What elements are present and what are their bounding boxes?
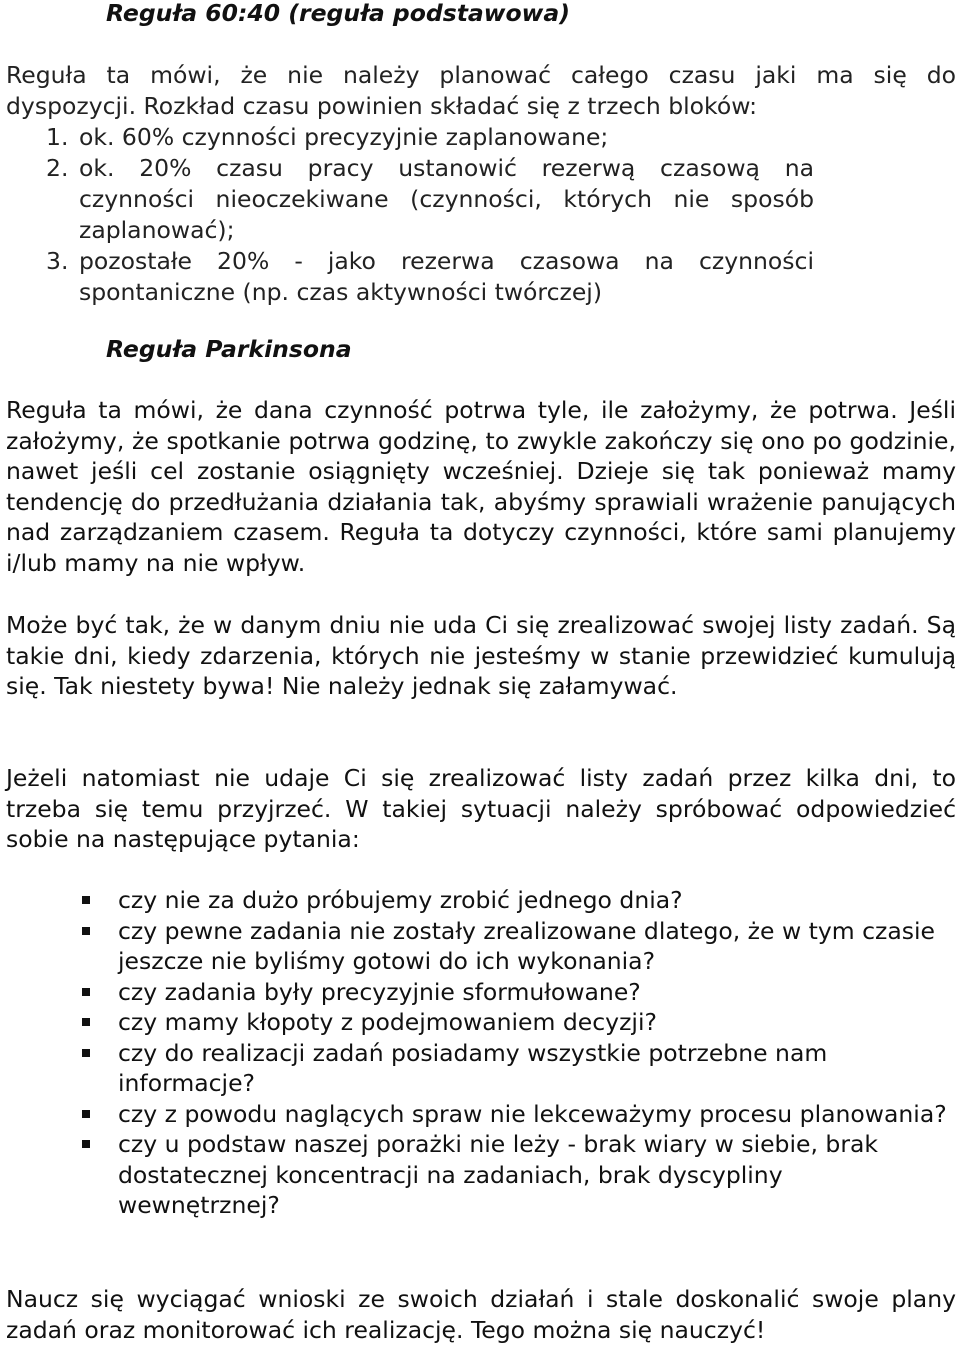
square-bullet-icon bbox=[82, 988, 90, 996]
intro-line-2: dyspozycji. Rozkład czasu powinien składać się z trzech bloków: bbox=[6, 92, 758, 120]
list-item bbox=[6, 1129, 956, 1221]
list-item bbox=[6, 885, 956, 916]
list-item bbox=[6, 977, 956, 1008]
paragraph-parkinson: Reguła ta mówi, że dana czynność potrwa tyle, ile założymy, że potrwa. Jeśli założymy, że spotkanie potrwa godzinę, to zwykle zakończy się ono po godzinie, nawet jeśli cel zostanie osiągnięty wcześniej. Dzieje się tak ponieważ mamy tendencję do przedłużania działania tak, abyśmy sprawiali wrażenie panujących nad zarządzaniem czasem. Reguła ta dotyczy czynności, które sami planujemy i/lub mamy na nie wpływ. bbox=[6, 396, 956, 577]
square-bullet-icon bbox=[82, 1110, 90, 1118]
square-bullet-icon bbox=[82, 1049, 90, 1057]
rule-list bbox=[6, 122, 956, 308]
question-list bbox=[6, 885, 956, 1221]
square-bullet-icon bbox=[82, 1140, 90, 1148]
question-text: czy u podstaw naszej porażki nie leży - brak wiary w siebie, brak dostatecznej koncentracji na zadaniach, brak dyscypliny wewnętrznej? bbox=[118, 1130, 878, 1219]
heading-rule-60-40: Reguła 60:40 (reguła podstawowa) bbox=[106, 0, 570, 27]
question-text: czy z powodu naglących spraw nie lekceważymy procesu planowania? bbox=[118, 1099, 947, 1128]
list-item bbox=[6, 1007, 956, 1038]
question-text: czy zadania były precyzyjnie sformułowane? bbox=[118, 977, 641, 1006]
heading-parkinson-rule: Reguła Parkinsona bbox=[106, 335, 352, 363]
question-text: czy do realizacji zadań posiadamy wszystkie potrzebne nam informacje? bbox=[118, 1038, 828, 1097]
list-item bbox=[6, 153, 814, 246]
question-text: czy nie za dużo próbujemy zrobić jednego dnia? bbox=[118, 886, 683, 914]
square-bullet-icon bbox=[82, 896, 90, 904]
paragraph-conclusion: Naucz się wyciągać wnioski ze swoich działań i stale doskonalić swoje plany zadań oraz monitorować ich realizację. Tego można się nauczyć! bbox=[6, 1285, 956, 1344]
list-number: 1. bbox=[46, 123, 69, 151]
list-number: 2. bbox=[46, 154, 69, 182]
paragraph-unfinished-tasks: Może być tak, że w danym dniu nie uda Ci się zrealizować swojej listy zadań. Są takie dni, kiedy zdarzenia, których nie jesteśmy w stanie przewidzieć kumulują się. Tak niestety bywa! Nie należy jednak się załamywać. bbox=[6, 611, 956, 700]
list-item-text: pozostałe 20% - jako rezerwa czasowa na czynności spontaniczne (np. czas aktywności twórczej) bbox=[79, 247, 814, 306]
question-text: czy mamy kłopoty z podejmowaniem decyzji? bbox=[118, 1008, 657, 1036]
list-item-text: ok. 60% czynności precyzyjnie zaplanowane; bbox=[79, 123, 609, 151]
question-text: czy pewne zadania nie zostały zrealizowane dlatego, że w tym czasie jeszcze nie byliśmy gotowi do ich wykonania? bbox=[118, 916, 936, 975]
section-60-40 bbox=[6, 60, 956, 308]
list-item bbox=[6, 246, 814, 308]
list-item bbox=[6, 1099, 956, 1130]
list-item-text: ok. 20% czasu pracy ustanowić rezerwą czasową na czynności nieoczekiwane (czynności, których nie sposób zaplanować); bbox=[79, 154, 814, 244]
square-bullet-icon bbox=[82, 927, 90, 935]
list-item bbox=[6, 916, 956, 977]
intro-line-1: Reguła ta mówi, że nie należy planować całego czasu jaki ma się do bbox=[6, 61, 956, 89]
square-bullet-icon bbox=[82, 1018, 90, 1026]
list-item bbox=[6, 122, 814, 153]
list-number: 3. bbox=[46, 247, 69, 275]
list-item bbox=[6, 1038, 956, 1099]
paragraph-questions-intro: Jeżeli natomiast nie udaje Ci się zrealizować listy zadań przez kilka dni, to trzeba się temu przyjrzeć. W takiej sytuacji należy spróbować odpowiedzieć sobie na następujące pytania: bbox=[6, 764, 956, 853]
